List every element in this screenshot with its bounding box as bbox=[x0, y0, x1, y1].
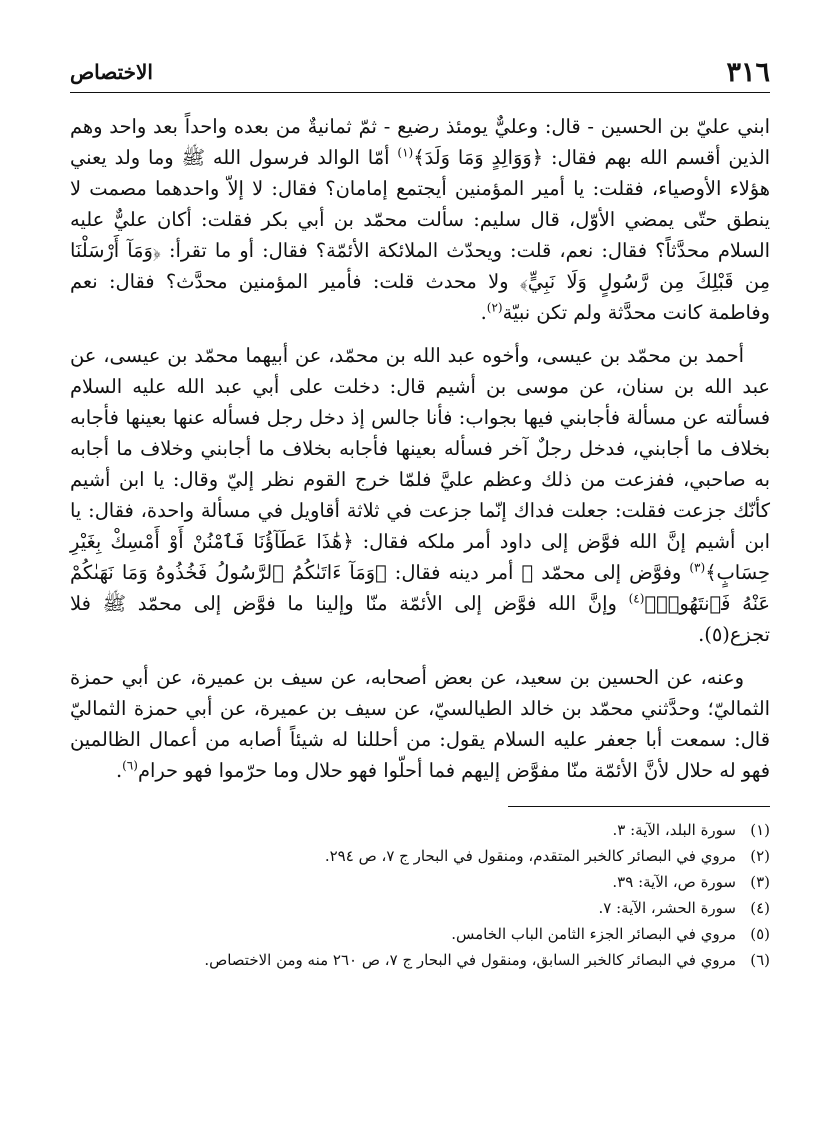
footnote-ref-6[interactable]: (٦) bbox=[122, 758, 138, 773]
footnotes-list bbox=[70, 817, 770, 973]
paragraph-3: وعنه، عن الحسين بن سعيد، عن بعض أصحابه، عن سيف بن عميرة، عن أبي حمزة الثماليّ؛ وحدَّثني محمّد بن خالد الطيالسيّ، عن سيف بن عميرة، عن أبي حمزة الثماليّ قال: سمعت أبا جعفر عليه السلام يقول: من أحللنا له شيئاً أصابه من أعمال الظالمين فهو له حلال لأنَّ الأئمّة منّا مفوَّض إليهم فما أحلّوا فهو حلال وما حرّموا فهو حرام$^{(٦)}$. bbox=[70, 666, 770, 782]
book-page bbox=[70, 52, 770, 1112]
footnote-item: (٢) مروي في البصائر كالخبر المتقدم، ومنقول في البحار ج ٧، ص ٢٩٤. bbox=[324, 847, 770, 865]
footnote-divider bbox=[508, 806, 770, 807]
footnote-ref-2[interactable]: (٢) bbox=[486, 300, 503, 315]
paragraph-1: ابني عليّ بن الحسين - قال: وعليٌّ يومئذ رضيع - ثمّ ثمانيةٌ من بعده واحداً بعد واحد وهم الذين أقسم الله بهم فقال: ﴿وَوَالِدٍ وَمَا وَلَدَ﴾$^{(١)}$ أمّا الوالد فرسول الله ﷺ وما ولد يعني هؤلاء الأوصياء، فقلت: يا أمير المؤمنين أيجتمع إمامان؟ فقال: لا إلاّ واحدهما مصمت لا ينطق حتّى يمضي الأوّل، قال سليم: سألت محمّد بن أبي بكر فقلت: أكان عليٌّ عليه السلام محدَّثاً؟ فقال: نعم، قلت: ويحدّث الملائكة الأئمّة؟ فقال: أو ما تقرأ: ﴿وَمَآ أَرْسَلْنَا مِن قَبْلِكَ مِن رَّسُولٍ وَلَا نَبِيٍّ﴾ ولا محدث قلت: فأمير المؤمنين محدَّث؟ فقال: نعم وفاطمة كانت محدَّثة ولم تكن نبيّة$^{(٢)}$. bbox=[70, 115, 770, 324]
footnote-item: (٦) مروي في البصائر كالخبر السابق، ومنقول في البحار ج ٧، ص ٢٦٠ منه ومن الاختصاص. bbox=[204, 951, 770, 969]
page-header bbox=[70, 52, 770, 93]
main-text bbox=[70, 111, 770, 786]
running-title: الاختصاص bbox=[70, 60, 153, 84]
footnote-ref-4[interactable]: (٤) bbox=[628, 591, 645, 606]
footnote-item: (٥) مروي في البصائر الجزء الثامن الباب الخامس. bbox=[451, 925, 770, 943]
footnote-item: (١) سورة البلد، الآية: ٣. bbox=[612, 821, 770, 839]
paragraph-2: أحمد بن محمّد بن عيسى، وأخوه عبد الله بن محمّد، عن أبيهما محمّد بن عيسى، عن عبد الله بن سنان، عن موسى بن أشيم قال: دخلت على أبي عبد الله عليه السلام فسألته عن مسألة فأجابني فيها بجواب: فأنا جالس إذ دخل رجل فسأله عنها بعينها فأجابه بخلاف ما أجابني، فدخل رجلٌ آخر فسأله بعينها فأجابه بخلاف ما أجابني وخلاف ما أجابه به صاحبي، ففزعت من ذلك وعظم عليَّ فلمّا خرج القوم نظر إليّ وقال: يا ابن أشيم كأنّك جزعت فقلت: جعلت فداك إنّما جزعت في ثلاثة أقاويل في مسألة واحدة، فقال: يا ابن أشيم إنَّ الله فوَّض إلى داود أمر ملكه فقال: ﴿هَٰذَا عَطَآؤُنَا فَٱمْنُنْ أَوْ أَمْسِكْ بِغَيْرِ حِسَابٍ﴾$^{(٣)}$ وفوَّض إلى محمّد ﷺ أمر دينه فقال: ﴿وَمَآ ءَاتَىٰكُمُ ٱلرَّسُولُ فَخُذُوهُ وَمَا نَهَىٰكُمْ عَنْهُ فَٱنتَهُوا۟﴾$^{(٤)}$ وإنَّ الله فوَّض إلى الأئمّة منّا وإلينا ما فوَّض إلى محمّد ﷺ فلا تجزع(٥). bbox=[70, 344, 770, 646]
footnote-item: (٤) سورة الحشر، الآية: ٧. bbox=[598, 899, 770, 917]
footnote-item: (٣) سورة ص، الآية: ٣٩. bbox=[612, 873, 770, 891]
footnote-ref-3[interactable]: (٣) bbox=[689, 560, 706, 575]
page-number: ٣١٦ bbox=[726, 56, 770, 88]
footnote-ref-1[interactable]: (١) bbox=[397, 145, 414, 160]
